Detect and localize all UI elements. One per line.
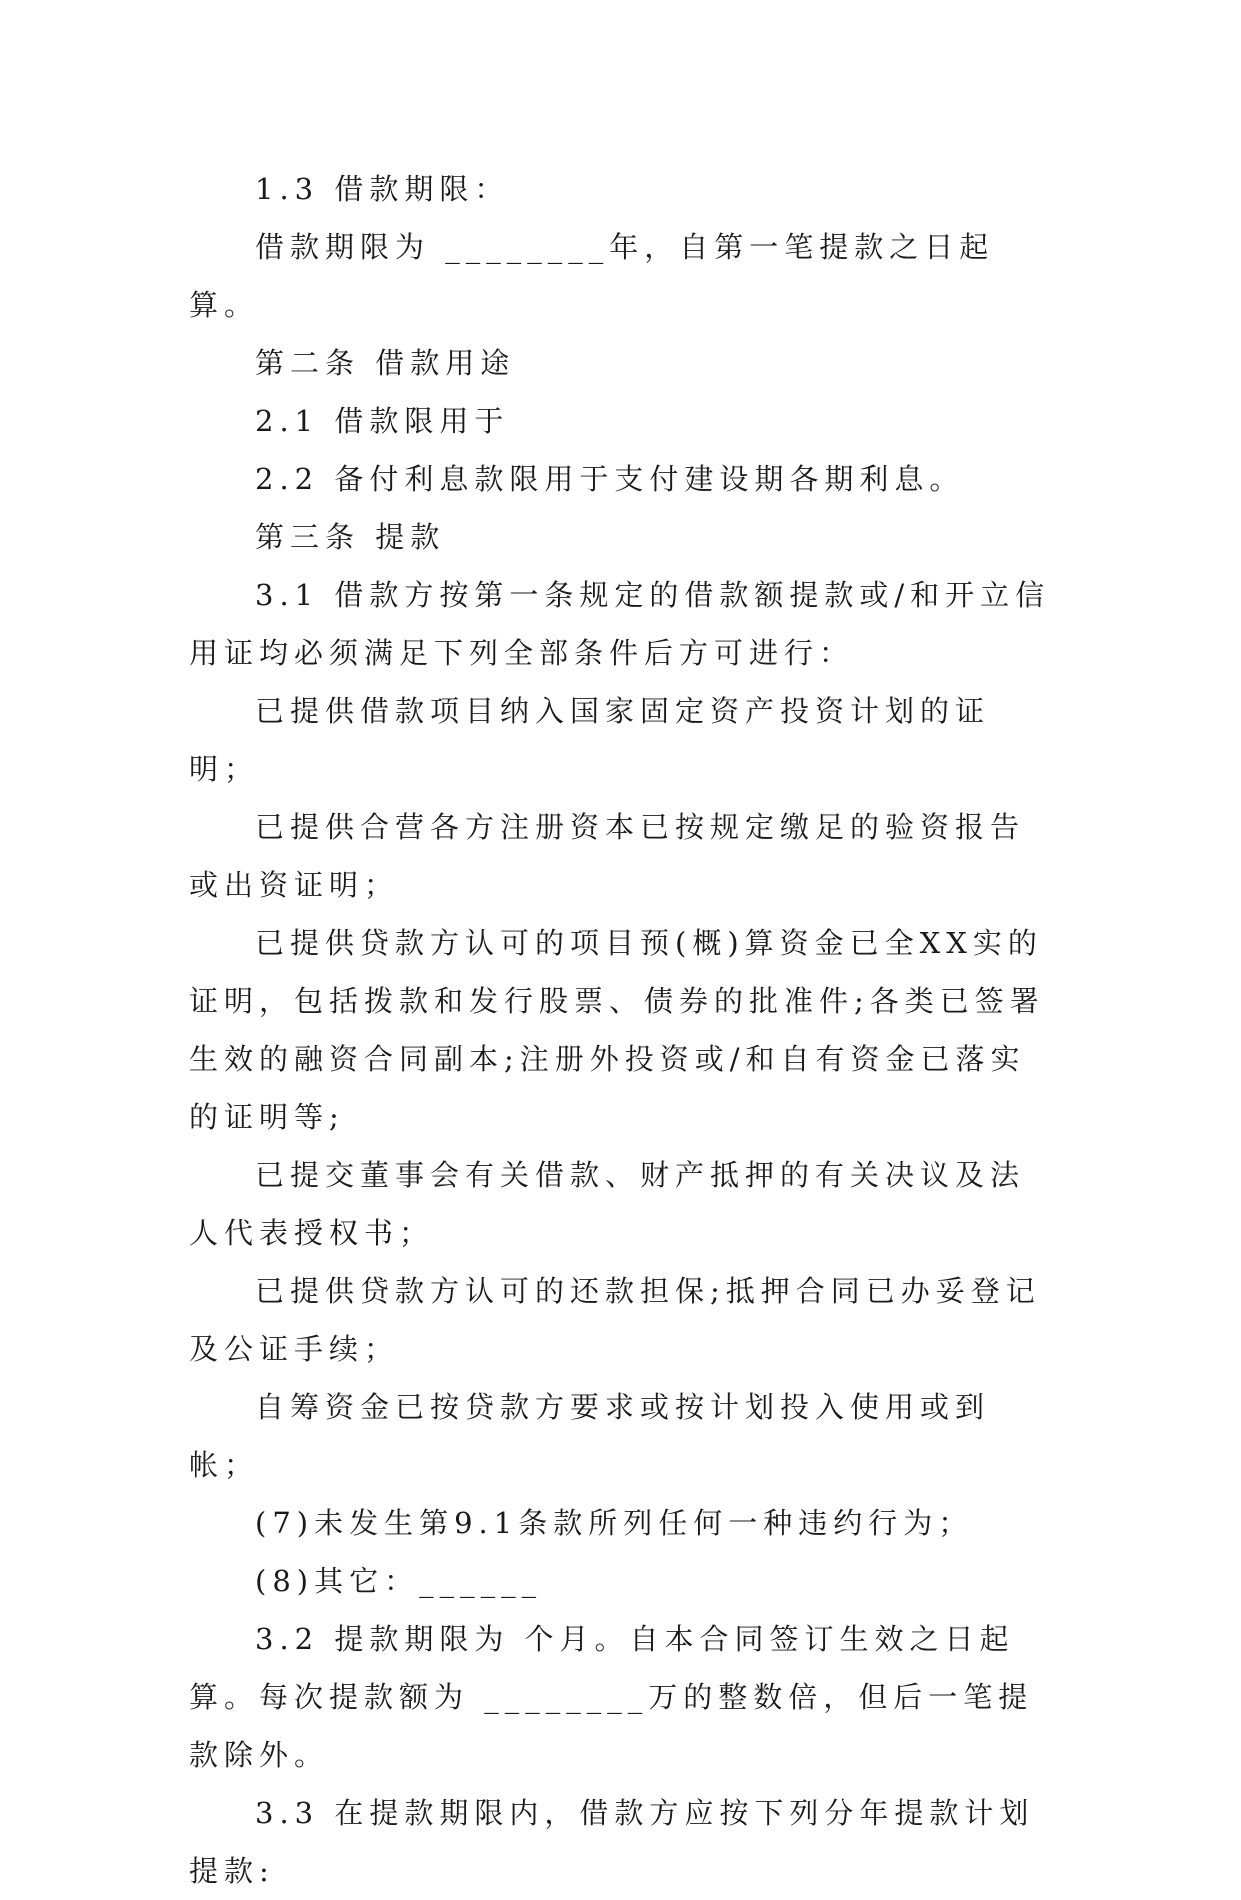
clause-2-2: 2.2 备付利息款限用于支付建设期各期利息。 [255,462,965,496]
clause-1-3-title: 1.3 借款期限： [255,172,510,206]
clause-3-1: 3.1 借款方按第一条规定的借款额提款或/和开立信用证均必须满足下列全部条件后方可进行： [189,578,1051,670]
article-3-heading: 第三条 提款 [255,520,446,554]
condition-self-raised-funds: 自筹资金已按贷款方要求或按计划投入使用或到帐； [189,1390,991,1482]
condition-board-resolution: 已提交董事会有关借款、财产抵押的有关决议及法人代表授权书； [189,1158,1026,1250]
clause-2-1: 2.1 借款限用于 [255,404,510,438]
loan-term-paragraph: 借款期限为 ________年，自第一笔提款之日起算。 [189,230,995,322]
condition-7-no-default: (7)未发生第9.1条款所列任何一种违约行为； [255,1506,974,1540]
document-body [189,160,1057,1900]
clause-3-3: 3.3 在提款期限内，借款方应按下列分年提款计划提款: [189,1796,1035,1888]
condition-capital-verification: 已提供合营各方注册资本已按规定缴足的验资报告或出资证明； [189,810,1026,902]
condition-investment-plan: 已提供借款项目纳入国家固定资产投资计划的证明； [189,694,991,786]
clause-3-2: 3.2 提款期限为 个月。自本合同签订生效之日起算。每次提款额为 ________万的整数倍，但后一笔提款除外。 [189,1622,1034,1772]
condition-budget-funds: 已提供贷款方认可的项目预(概)算资金已全XX实的证明，包括拨款和发行股票、债券的批准件;各类已签署生效的融资合同副本;注册外投资或/和自有资金已落实的证明等; [189,926,1045,1134]
article-2-heading: 第二条 借款用途 [255,346,516,380]
condition-8-other: (8)其它：______ [255,1564,543,1598]
condition-repayment-guarantee: 已提供贷款方认可的还款担保;抵押合同已办妥登记及公证手续； [189,1274,1041,1366]
